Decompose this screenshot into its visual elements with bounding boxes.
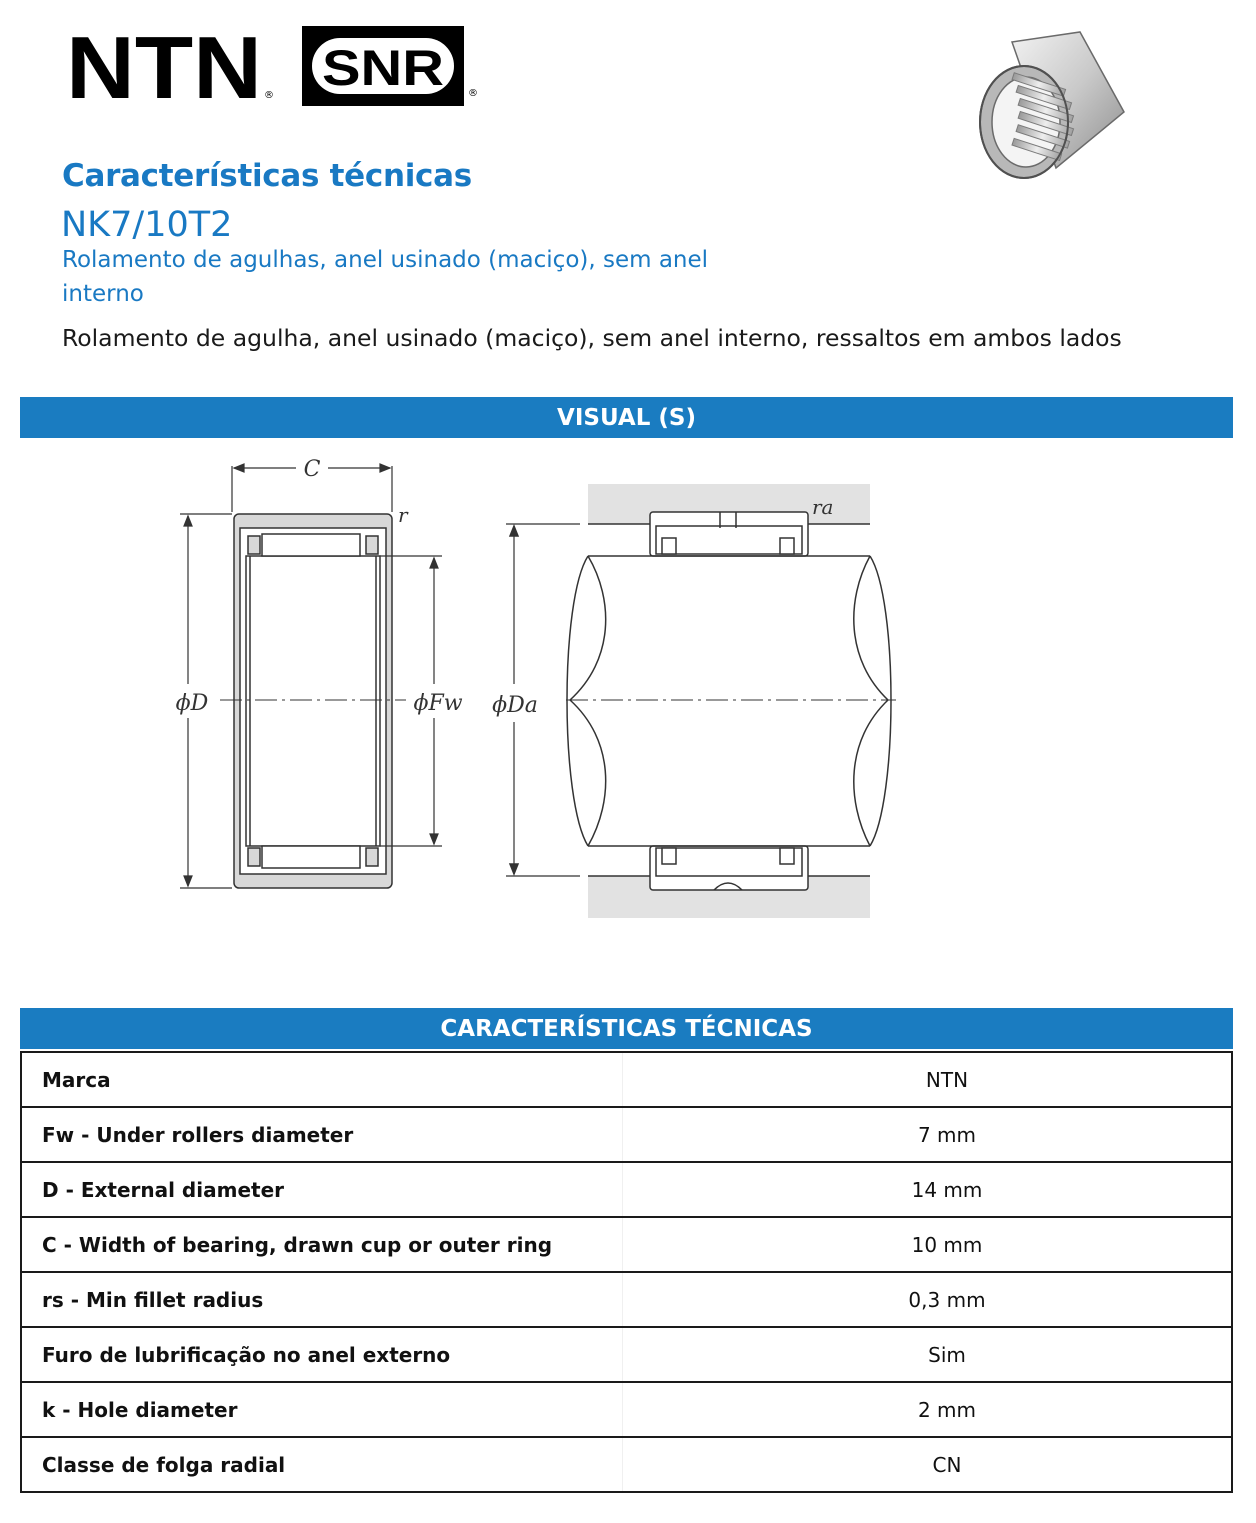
product-subtitle: Rolamento de agulhas, anel usinado (maciço), sem anel interno	[62, 247, 709, 307]
svg-text:NTN: NTN	[66, 30, 262, 106]
table-row	[21, 1272, 1232, 1327]
label-housing-diameter: ϕDa	[492, 693, 538, 718]
table-row	[21, 1162, 1232, 1217]
technical-drawing	[160, 450, 900, 930]
label-radius-r: r	[398, 503, 408, 527]
spec-label: Furo de lubrificação no anel externo	[21, 1327, 623, 1382]
spec-value: CN	[623, 1437, 1233, 1492]
spec-value: 0,3 mm	[623, 1272, 1233, 1327]
spec-value: 2 mm	[623, 1382, 1233, 1437]
table-row	[21, 1327, 1232, 1382]
section-specs-header: CARACTERÍSTICAS TÉCNICAS	[20, 1008, 1233, 1049]
label-roller-diameter: ϕFw	[413, 691, 463, 716]
spec-value: Sim	[623, 1327, 1233, 1382]
bearing-product-image	[972, 26, 1136, 186]
table-row	[21, 1437, 1232, 1492]
model-code: NK7/10T2	[61, 205, 233, 245]
spec-label: rs - Min fillet radius	[21, 1272, 623, 1327]
svg-text:SNR: SNR	[322, 40, 444, 96]
spec-label: D - External diameter	[21, 1162, 623, 1217]
label-housing-radius: ra	[812, 495, 834, 519]
table-row	[21, 1107, 1232, 1162]
specs-table	[20, 1051, 1233, 1493]
spec-label: Fw - Under rollers diameter	[21, 1107, 623, 1162]
spec-label: Classe de folga radial	[21, 1437, 623, 1492]
svg-text:®: ®	[264, 90, 274, 101]
ntn-logo	[66, 30, 276, 106]
spec-label: Marca	[21, 1052, 623, 1107]
spec-label: C - Width of bearing, drawn cup or outer ring	[21, 1217, 623, 1272]
page-title: Características técnicas	[62, 158, 472, 194]
table-row	[21, 1382, 1232, 1437]
table-row	[21, 1217, 1232, 1272]
spec-value: 10 mm	[623, 1217, 1233, 1272]
mounting-view	[506, 484, 896, 918]
spec-value: 14 mm	[623, 1162, 1233, 1217]
product-description: Rolamento de agulha, anel usinado (maciço), sem anel interno, ressaltos em ambos lados	[62, 324, 1122, 352]
spec-label: k - Hole diameter	[21, 1382, 623, 1437]
spec-value: 7 mm	[623, 1107, 1233, 1162]
table-row	[21, 1052, 1232, 1107]
section-visual-header: VISUAL (S)	[20, 397, 1233, 438]
svg-text:®: ®	[468, 88, 478, 99]
spec-value: NTN	[623, 1052, 1233, 1107]
label-width-c: C	[303, 457, 321, 482]
label-outer-diameter: ϕD	[175, 691, 209, 716]
snr-logo	[302, 26, 484, 108]
bearing-section-view	[220, 514, 406, 888]
